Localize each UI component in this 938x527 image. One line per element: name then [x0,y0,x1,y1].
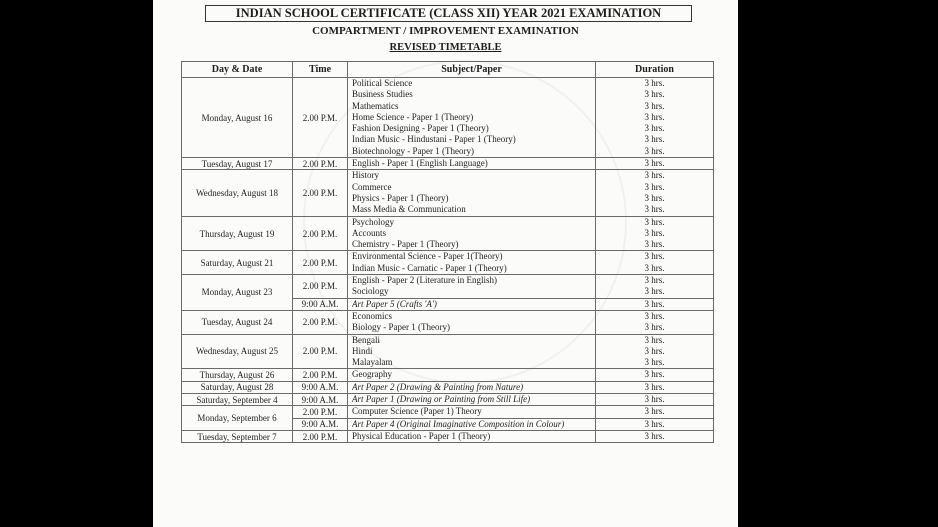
duration-value: 3 hrs. [644,334,665,345]
subject-paper: Art Paper 1 (Drawing or Painting from Still Life) [352,394,531,405]
subject-paper: Business Studies [352,89,413,100]
duration-value: 3 hrs. [644,158,665,169]
duration-value: 3 hrs. [644,89,665,100]
subject-paper: Fashion Designing - Paper 1 (Theory) [352,123,489,134]
subject-paper: Art Paper 5 (Crafts 'A') [352,298,437,309]
duration-cell [596,418,714,430]
header-time: Time [293,62,348,78]
time-cell: 2.00 P.M. [293,78,348,158]
duration-value: 3 hrs. [644,251,665,262]
time-cell: 2.00 P.M. [293,216,348,251]
table-row [182,310,714,334]
duration-value: 3 hrs. [644,111,665,122]
duration-value: 3 hrs. [644,145,665,156]
subject-cell [348,406,596,418]
duration-cell [596,275,714,299]
table-row [182,170,714,216]
table-row [182,158,714,170]
time-cell: 2.00 P.M. [293,430,348,442]
subject-paper: English - Paper 2 (Literature in English) [352,275,497,286]
time-cell: 2.00 P.M. [293,251,348,275]
document-page [153,0,738,527]
subject-paper: Accounts [352,227,386,238]
duration-value: 3 hrs. [644,275,665,286]
day-date-cell: Tuesday, August 17 [182,158,293,170]
table-row [182,275,714,299]
duration-value: 3 hrs. [644,394,665,405]
subject-cell [348,334,596,369]
table-row [182,406,714,418]
subject-cell [348,310,596,334]
duration-cell [596,158,714,170]
page-title: INDIAN SCHOOL CERTIFICATE (CLASS XII) YEAR 2021 EXAMINATION [205,5,692,22]
subject-paper: Sociology [352,286,389,297]
day-date-cell: Wednesday, August 25 [182,334,293,369]
subject-cell [348,251,596,275]
day-date-cell: Saturday, August 21 [182,251,293,275]
duration-cell [596,298,714,310]
time-cell: 2.00 P.M. [293,275,348,299]
subject-paper: Biotechnology - Paper 1 (Theory) [352,145,474,156]
subject-paper: Home Science - Paper 1 (Theory) [352,111,474,122]
time-cell: 9:00 A.M. [293,394,348,406]
duration-cell [596,216,714,251]
table-row [182,369,714,381]
day-date-cell: Monday, September 6 [182,406,293,431]
subject-paper: Mathematics [352,100,399,111]
duration-value: 3 hrs. [644,204,665,215]
table-header-row [182,62,714,78]
duration-value: 3 hrs. [644,322,665,333]
duration-value: 3 hrs. [644,381,665,392]
subject-paper: Environmental Science - Paper 1(Theory) [352,251,503,262]
header-duration: Duration [596,62,714,78]
time-cell: 9:00 A.M. [293,381,348,393]
table-row [182,251,714,275]
duration-cell [596,369,714,381]
subject-paper: Computer Science (Paper 1) Theory [352,406,482,417]
duration-value: 3 hrs. [644,262,665,273]
duration-value: 3 hrs. [644,123,665,134]
duration-value: 3 hrs. [644,134,665,145]
day-date-cell: Monday, August 23 [182,275,293,311]
table-row [182,78,714,158]
header-day: Day & Date [182,62,293,78]
subject-paper: Psychology [352,216,395,227]
subject-paper: Political Science [352,78,413,88]
duration-value: 3 hrs. [644,310,665,321]
duration-value: 3 hrs. [644,298,665,309]
subject-paper: Hindi [352,345,373,356]
duration-value: 3 hrs. [644,345,665,356]
duration-value: 3 hrs. [644,170,665,181]
subject-paper: Bengali [352,334,380,345]
duration-value: 3 hrs. [644,100,665,111]
duration-value: 3 hrs. [644,192,665,203]
duration-value: 3 hrs. [644,406,665,417]
timetable [181,61,714,443]
day-date-cell: Thursday, August 19 [182,216,293,251]
duration-cell [596,430,714,442]
subject-paper: Mass Media & Communication [352,204,466,215]
day-date-cell: Thursday, August 26 [182,369,293,381]
duration-value: 3 hrs. [644,369,665,380]
subject-paper: Indian Music - Hindustani - Paper 1 (Theory) [352,134,516,145]
duration-value: 3 hrs. [644,418,665,429]
table-row [182,394,714,406]
duration-cell [596,394,714,406]
duration-value: 3 hrs. [644,216,665,227]
subject-cell [348,158,596,170]
subject-paper: Economics [352,310,392,321]
duration-cell [596,381,714,393]
subject-paper: Art Paper 2 (Drawing & Painting from Nature) [352,381,524,392]
table-row [182,216,714,251]
subject-paper: Indian Music - Carnatic - Paper 1 (Theory) [352,262,507,273]
subject-paper: Physical Education - Paper 1 (Theory) [352,430,491,441]
subject-cell [348,369,596,381]
day-date-cell: Monday, August 16 [182,78,293,158]
time-cell: 2.00 P.M. [293,310,348,334]
subject-paper: Physics - Paper 1 (Theory) [352,192,449,203]
duration-value: 3 hrs. [644,286,665,297]
table-row [182,430,714,442]
subject-paper: Geography [352,369,392,380]
duration-cell [596,406,714,418]
time-cell: 2.00 P.M. [293,158,348,170]
time-cell: 9:00 A.M. [293,298,348,310]
subject-paper: Malayalam [352,357,393,368]
day-date-cell: Tuesday, September 7 [182,430,293,442]
subject-cell [348,430,596,442]
time-cell: 2.00 P.M. [293,334,348,369]
subject-cell [348,418,596,430]
duration-value: 3 hrs. [644,357,665,368]
duration-value: 3 hrs. [644,181,665,192]
duration-cell [596,310,714,334]
header-subject: Subject/Paper [348,62,596,78]
time-cell: 9:00 A.M. [293,418,348,430]
revised-timetable-label: REVISED TIMETABLE [389,42,502,53]
day-date-cell: Tuesday, August 24 [182,310,293,334]
table-row [182,334,714,369]
time-cell: 2.00 P.M. [293,369,348,381]
subject-paper: Commerce [352,181,392,192]
subject-cell [348,78,596,158]
subject-paper: Biology - Paper 1 (Theory) [352,322,450,333]
duration-value: 3 hrs. [644,78,665,88]
day-date-cell: Wednesday, August 18 [182,170,293,216]
duration-value: 3 hrs. [644,239,665,250]
day-date-cell: Saturday, August 28 [182,381,293,393]
subject-cell [348,298,596,310]
duration-cell [596,170,714,216]
subject-paper: History [352,170,379,181]
subject-cell [348,394,596,406]
subject-cell [348,216,596,251]
duration-value: 3 hrs. [644,430,665,441]
subject-cell [348,275,596,299]
table-row [182,381,714,393]
duration-cell [596,251,714,275]
duration-value: 3 hrs. [644,227,665,238]
time-cell: 2.00 P.M. [293,170,348,216]
time-cell: 2.00 P.M. [293,406,348,418]
page-subtitle: COMPARTMENT / IMPROVEMENT EXAMINATION [312,25,579,37]
duration-cell [596,78,714,158]
subject-paper: English - Paper 1 (English Language) [352,158,488,169]
day-date-cell: Saturday, September 4 [182,394,293,406]
subject-paper: Chemistry - Paper 1 (Theory) [352,239,459,250]
subject-cell [348,170,596,216]
subject-cell [348,381,596,393]
duration-cell [596,334,714,369]
subject-paper: Art Paper 4 (Original Imaginative Composition in Colour) [352,418,565,429]
